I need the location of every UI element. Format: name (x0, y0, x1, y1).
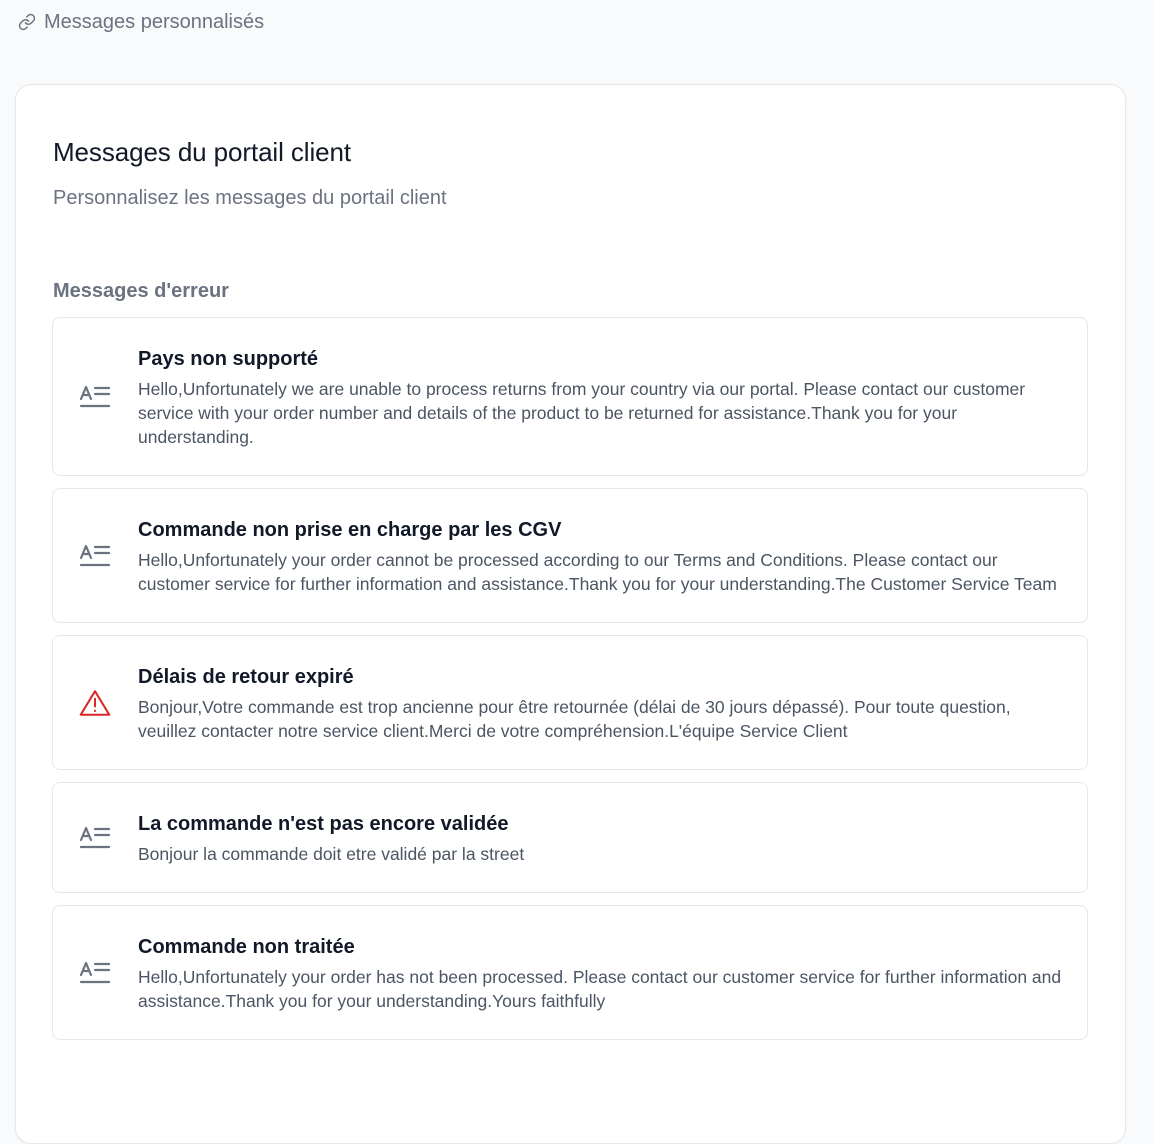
message-item-order-not-covered-cgv[interactable] (52, 488, 1088, 623)
message-title: Commande non prise en charge par les CGV (138, 519, 562, 541)
message-item-order-not-validated[interactable] (52, 782, 1088, 893)
message-body: Hello,Unfortunately your order cannot be processed according to our Terms and Conditions. Please contact our customer service for further information and assistance.Thank you for your understanding.The Customer Service Team (138, 550, 1057, 594)
customer-portal-messages-card (15, 84, 1126, 1144)
breadcrumb-label: Messages personnalisés (44, 10, 265, 33)
message-title: La commande n'est pas encore validée (138, 813, 509, 835)
message-body: Hello,Unfortunately your order has not been processed. Please contact our customer service for further information and assistance.Thank you for your understanding.Yours faithfully (138, 967, 1062, 1011)
link-icon (18, 13, 36, 31)
message-item-unsupported-country[interactable] (52, 317, 1088, 476)
page-subtitle: Personnalisez les messages du portail client (53, 187, 447, 209)
warning-icon (79, 688, 111, 718)
breadcrumb[interactable] (18, 10, 264, 34)
page-title: Messages du portail client (53, 137, 351, 167)
message-body: Bonjour la commande doit etre validé par la street (138, 844, 525, 864)
message-title: Délais de retour expiré (138, 666, 354, 688)
error-message-list (52, 317, 1088, 1052)
text-align-icon (79, 541, 111, 571)
message-body: Bonjour,Votre commande est trop ancienne pour être retournée (délai de 30 jours dépassé). Pour toute question, veuillez contacter notre service client.Merci de votre compréhension.L'équipe Service Client (138, 697, 1011, 741)
text-align-icon (79, 958, 111, 988)
message-body: Hello,Unfortunately we are unable to process returns from your country via our portal. Please contact our customer service with your order number and details of the product to be returned for assistance.Thank you for your understanding. (138, 379, 1026, 447)
message-title: Commande non traitée (138, 936, 355, 958)
text-align-icon (79, 382, 111, 412)
message-item-order-not-processed[interactable] (52, 905, 1088, 1040)
section-title-error-messages: Messages d'erreur (53, 280, 229, 302)
message-item-return-period-expired[interactable] (52, 635, 1088, 770)
message-title: Pays non supporté (138, 348, 319, 370)
text-align-icon (79, 823, 111, 853)
